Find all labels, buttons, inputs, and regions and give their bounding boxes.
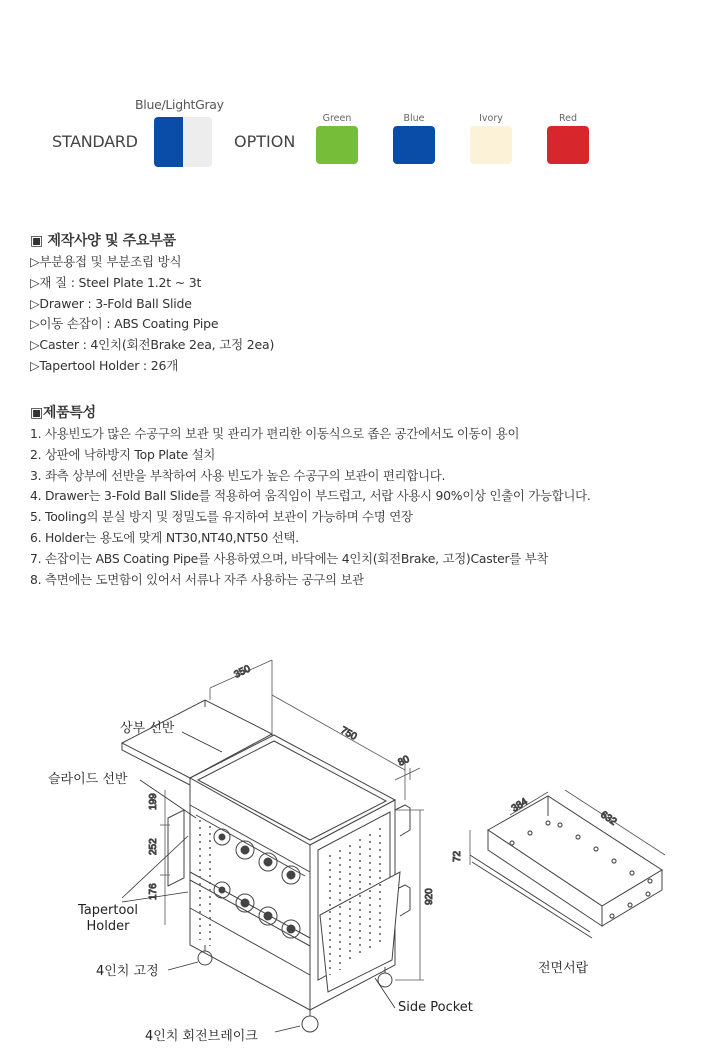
dim-632: 632 <box>598 809 619 828</box>
standard-swatch-blue <box>154 117 183 167</box>
dim-350: 350 <box>232 663 253 681</box>
product-diagram <box>0 640 709 1063</box>
front-drawer-drawing <box>470 790 665 938</box>
option-name-blue: Blue <box>403 113 425 124</box>
dim-384: 384 <box>509 796 530 815</box>
option-swatch-blue <box>393 126 435 164</box>
feature-item: 3. 좌측 상부에 선반을 부착하여 사용 빈도가 높은 수공구의 보관이 편리합니다. <box>30 467 446 483</box>
dim-252: 252 <box>148 838 159 855</box>
label-front-drawer: 전면서랍 <box>538 961 589 976</box>
dim-72: 72 <box>452 850 463 862</box>
option-label: OPTION <box>234 132 296 151</box>
feature-item: 6. Holder는 용도에 맞게 NT30,NT40,NT50 선택. <box>30 529 299 545</box>
feature-item: 8. 측면에는 도면함이 있어서 서류나 자주 사용하는 공구의 보관 <box>30 571 364 587</box>
dim-80: 80 <box>396 753 412 769</box>
label-brake-caster: 4인치 회전브레이크 <box>145 1029 258 1044</box>
label-fixed-caster: 4인치 고정 <box>96 964 159 979</box>
option-swatch-red <box>547 126 589 164</box>
dim-176: 176 <box>148 883 159 900</box>
standard-color-name: Blue/LightGray <box>135 97 224 112</box>
feature-item: 1. 사용빈도가 많은 수공구의 보관 및 관리가 편리한 이동식으로 좁은 공간에서도 이동이 용이 <box>30 426 520 441</box>
label-tapertool-holder: Tapertool Holder <box>78 903 138 934</box>
feature-item: 2. 상판에 낙하방지 Top Plate 설치 <box>30 446 216 462</box>
option-swatch-green <box>316 126 358 164</box>
specs-title: ▣ 제작사양 및 주요부품 <box>30 233 176 249</box>
standard-swatch-lightgray <box>183 117 212 167</box>
standard-swatch <box>154 117 212 167</box>
cart-drawing <box>0 640 709 1063</box>
spec-item: ▷Tapertool Holder : 26개 <box>30 357 179 373</box>
standard-label: STANDARD <box>52 132 138 151</box>
label-top-shelf: 상부 선반 <box>120 721 175 736</box>
dim-920: 920 <box>424 888 435 905</box>
features-title: ▣제품특성 <box>30 405 96 421</box>
spec-item: ▷부분용접 및 부분조립 방식 <box>30 254 182 269</box>
features-list <box>30 424 591 590</box>
label-slide-shelf: 슬라이드 선반 <box>48 772 128 787</box>
specs-list <box>30 252 274 377</box>
dim-199: 199 <box>148 793 159 810</box>
option-swatch-ivory <box>470 126 512 164</box>
dim-750: 750 <box>338 725 359 743</box>
option-name-red: Red <box>558 113 578 124</box>
feature-item: 5. Tooling의 분실 방지 및 정밀도를 유지하여 보관이 가능하며 수명 연장 <box>30 509 413 525</box>
option-name-green: Green <box>322 113 352 124</box>
spec-item: ▷이동 손잡이 : ABS Coating Pipe <box>30 316 219 332</box>
spec-item: ▷Caster : 4인치(회전Brake 2ea, 고정 2ea) <box>30 337 275 353</box>
option-name-ivory: Ivory <box>479 113 503 124</box>
label-side-pocket: Side Pocket <box>398 1000 473 1015</box>
spec-item: ▷Drawer : 3-Fold Ball Slide <box>30 295 192 311</box>
feature-item: 7. 손잡이는 ABS Coating Pipe를 사용하였으며, 바닥에는 4인치(회전Brake, 고정)Caster를 부착 <box>30 550 549 566</box>
feature-item: 4. Drawer는 3-Fold Ball Slide를 적용하여 움직임이 부드럽고, 서랍 사용시 90%이상 인출이 가능합니다. <box>30 488 591 504</box>
spec-item: ▷재 질 : Steel Plate 1.2t ~ 3t <box>30 274 202 290</box>
